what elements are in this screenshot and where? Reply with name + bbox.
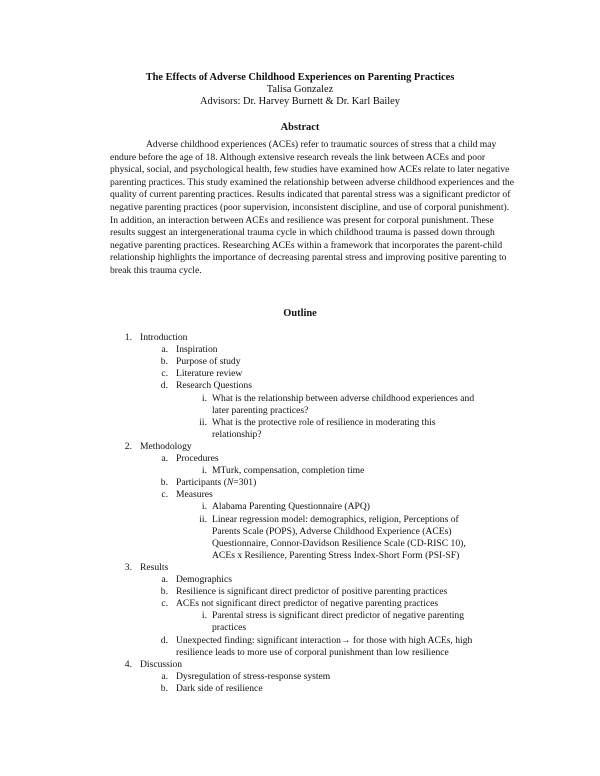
outline-marker: a. — [161, 670, 168, 682]
outline-item-text: ACEs x Resilience, Parenting Stress Index-Short Form (PSI-SF) — [212, 549, 460, 561]
outline-item-text: resilience leads to more use of corporal punishment than low resilience — [176, 646, 449, 658]
outline-marker: i. — [201, 392, 207, 404]
outline-item-text: Questionnaire, Connor-Davidson Resilience Scale (CD-RISC 10), — [212, 537, 466, 549]
outline-marker: a. — [161, 453, 168, 464]
advisors-line: Advisors: Dr. Harvey Burnett & Dr. Karl Bailey — [200, 96, 400, 107]
author-name: Talisa Gonzalez — [266, 84, 334, 95]
outline-marker: 1. — [124, 332, 132, 343]
outline-item-text: Demographics — [176, 574, 232, 585]
outline-item-text: Purpose of study — [176, 356, 241, 368]
abstract-heading: Abstract — [280, 122, 320, 133]
abstract-text: Adverse childhood experiences (ACEs) refer to traumatic sources of stress that a child may endure before the age of 18. Although extensive research reveals the link between ACEs and poor physical, social, and psychological health, few studies have examined how ACEs relate to later negative parenting practices. This study examined the relationship between adverse childhood experiences and the quality of current parenting practices. Results indicated that parental stress was a significant predictor of negative parenting practices (poor supervision, inconsistent discipline, and use of corporal punishment). In addition, an interaction between ACEs and resilience was present for corporal punishment. These results suggest an intergenerational trauma cycle in which childhood trauma is passed down through negative parenting practices. Researching ACEs within a framework that incorporates the parent-child relationship highlights the importance of decreasing parental stress and improving positive parenting to break this trauma cycle. — [110, 139, 514, 276]
outline-item-text: practices — [212, 622, 247, 634]
outline-marker: ii. — [199, 416, 207, 428]
outline-item-text: relationship? — [212, 428, 262, 440]
outline-item-text: Research Questions — [176, 380, 252, 392]
outline-marker: d. — [160, 380, 168, 392]
outline-item-text: Parents Scale (POPS), Adverse Childhood Experience (ACEs) — [212, 525, 452, 537]
outline-item-text: Results — [140, 561, 169, 573]
outline-item-text: Dark side of resilience — [176, 682, 263, 694]
outline-item-text: Measures — [176, 489, 213, 501]
outline-marker: a. — [161, 574, 168, 585]
outline-item-text: Dysregulation of stress-response system — [176, 670, 331, 682]
outline-marker: c. — [161, 489, 168, 501]
outline-item-text: Participants (N=301) — [176, 477, 257, 489]
outline-marker: i. — [201, 610, 207, 622]
outline-marker: 3. — [124, 561, 132, 573]
outline-item-text: Methodology — [140, 440, 192, 452]
outline-heading: Outline — [283, 308, 317, 319]
outline-marker: b. — [160, 586, 168, 598]
outline-item-text: MTurk, compensation, completion time — [212, 465, 365, 477]
outline-item-text: Unexpected finding: significant interaction→ for those with high ACEs, high — [176, 634, 473, 646]
outline-item-text: Parental stress is significant direct predictor of negative parenting — [212, 610, 465, 622]
abstract-paragraph — [110, 139, 515, 278]
outline-item-text: Introduction — [140, 332, 188, 343]
document-title: The Effects of Adverse Childhood Experiences on Parenting Practices — [145, 72, 455, 83]
outline-marker: 2. — [124, 440, 132, 452]
outline-item-text: Discussion — [140, 658, 183, 670]
outline-item-text: Inspiration — [176, 344, 218, 356]
outline-item-text: What is the protective role of resilience in moderating this — [212, 416, 436, 428]
outline-item-text: Linear regression model: demographics, religion, Perceptions of — [212, 513, 459, 525]
outline-marker: i. — [201, 501, 207, 513]
outline-marker: b. — [160, 682, 168, 694]
outline-marker: b. — [160, 477, 168, 489]
outline-marker: 4. — [124, 658, 132, 670]
outline-item-text: What is the relationship between adverse childhood experiences and — [212, 392, 475, 404]
outline-marker: c. — [161, 368, 168, 380]
outline-marker: ii. — [199, 513, 207, 525]
outline-marker: b. — [160, 356, 168, 368]
outline-item-text: later parenting practices? — [212, 404, 309, 416]
outline-marker: i. — [201, 465, 207, 477]
outline-marker: d. — [160, 634, 168, 646]
outline-marker: c. — [161, 598, 168, 610]
outline-item-text: Alabama Parenting Questionnaire (APQ) — [212, 501, 370, 513]
outline-item-text: Procedures — [176, 453, 219, 464]
outline-item-text: Resilience is significant direct predictor of positive parenting practices — [176, 586, 448, 598]
outline-marker: a. — [161, 344, 168, 356]
outline-item-text: ACEs not significant direct predictor of negative parenting practices — [176, 598, 439, 610]
outline-item-text: Literature review — [176, 368, 243, 380]
